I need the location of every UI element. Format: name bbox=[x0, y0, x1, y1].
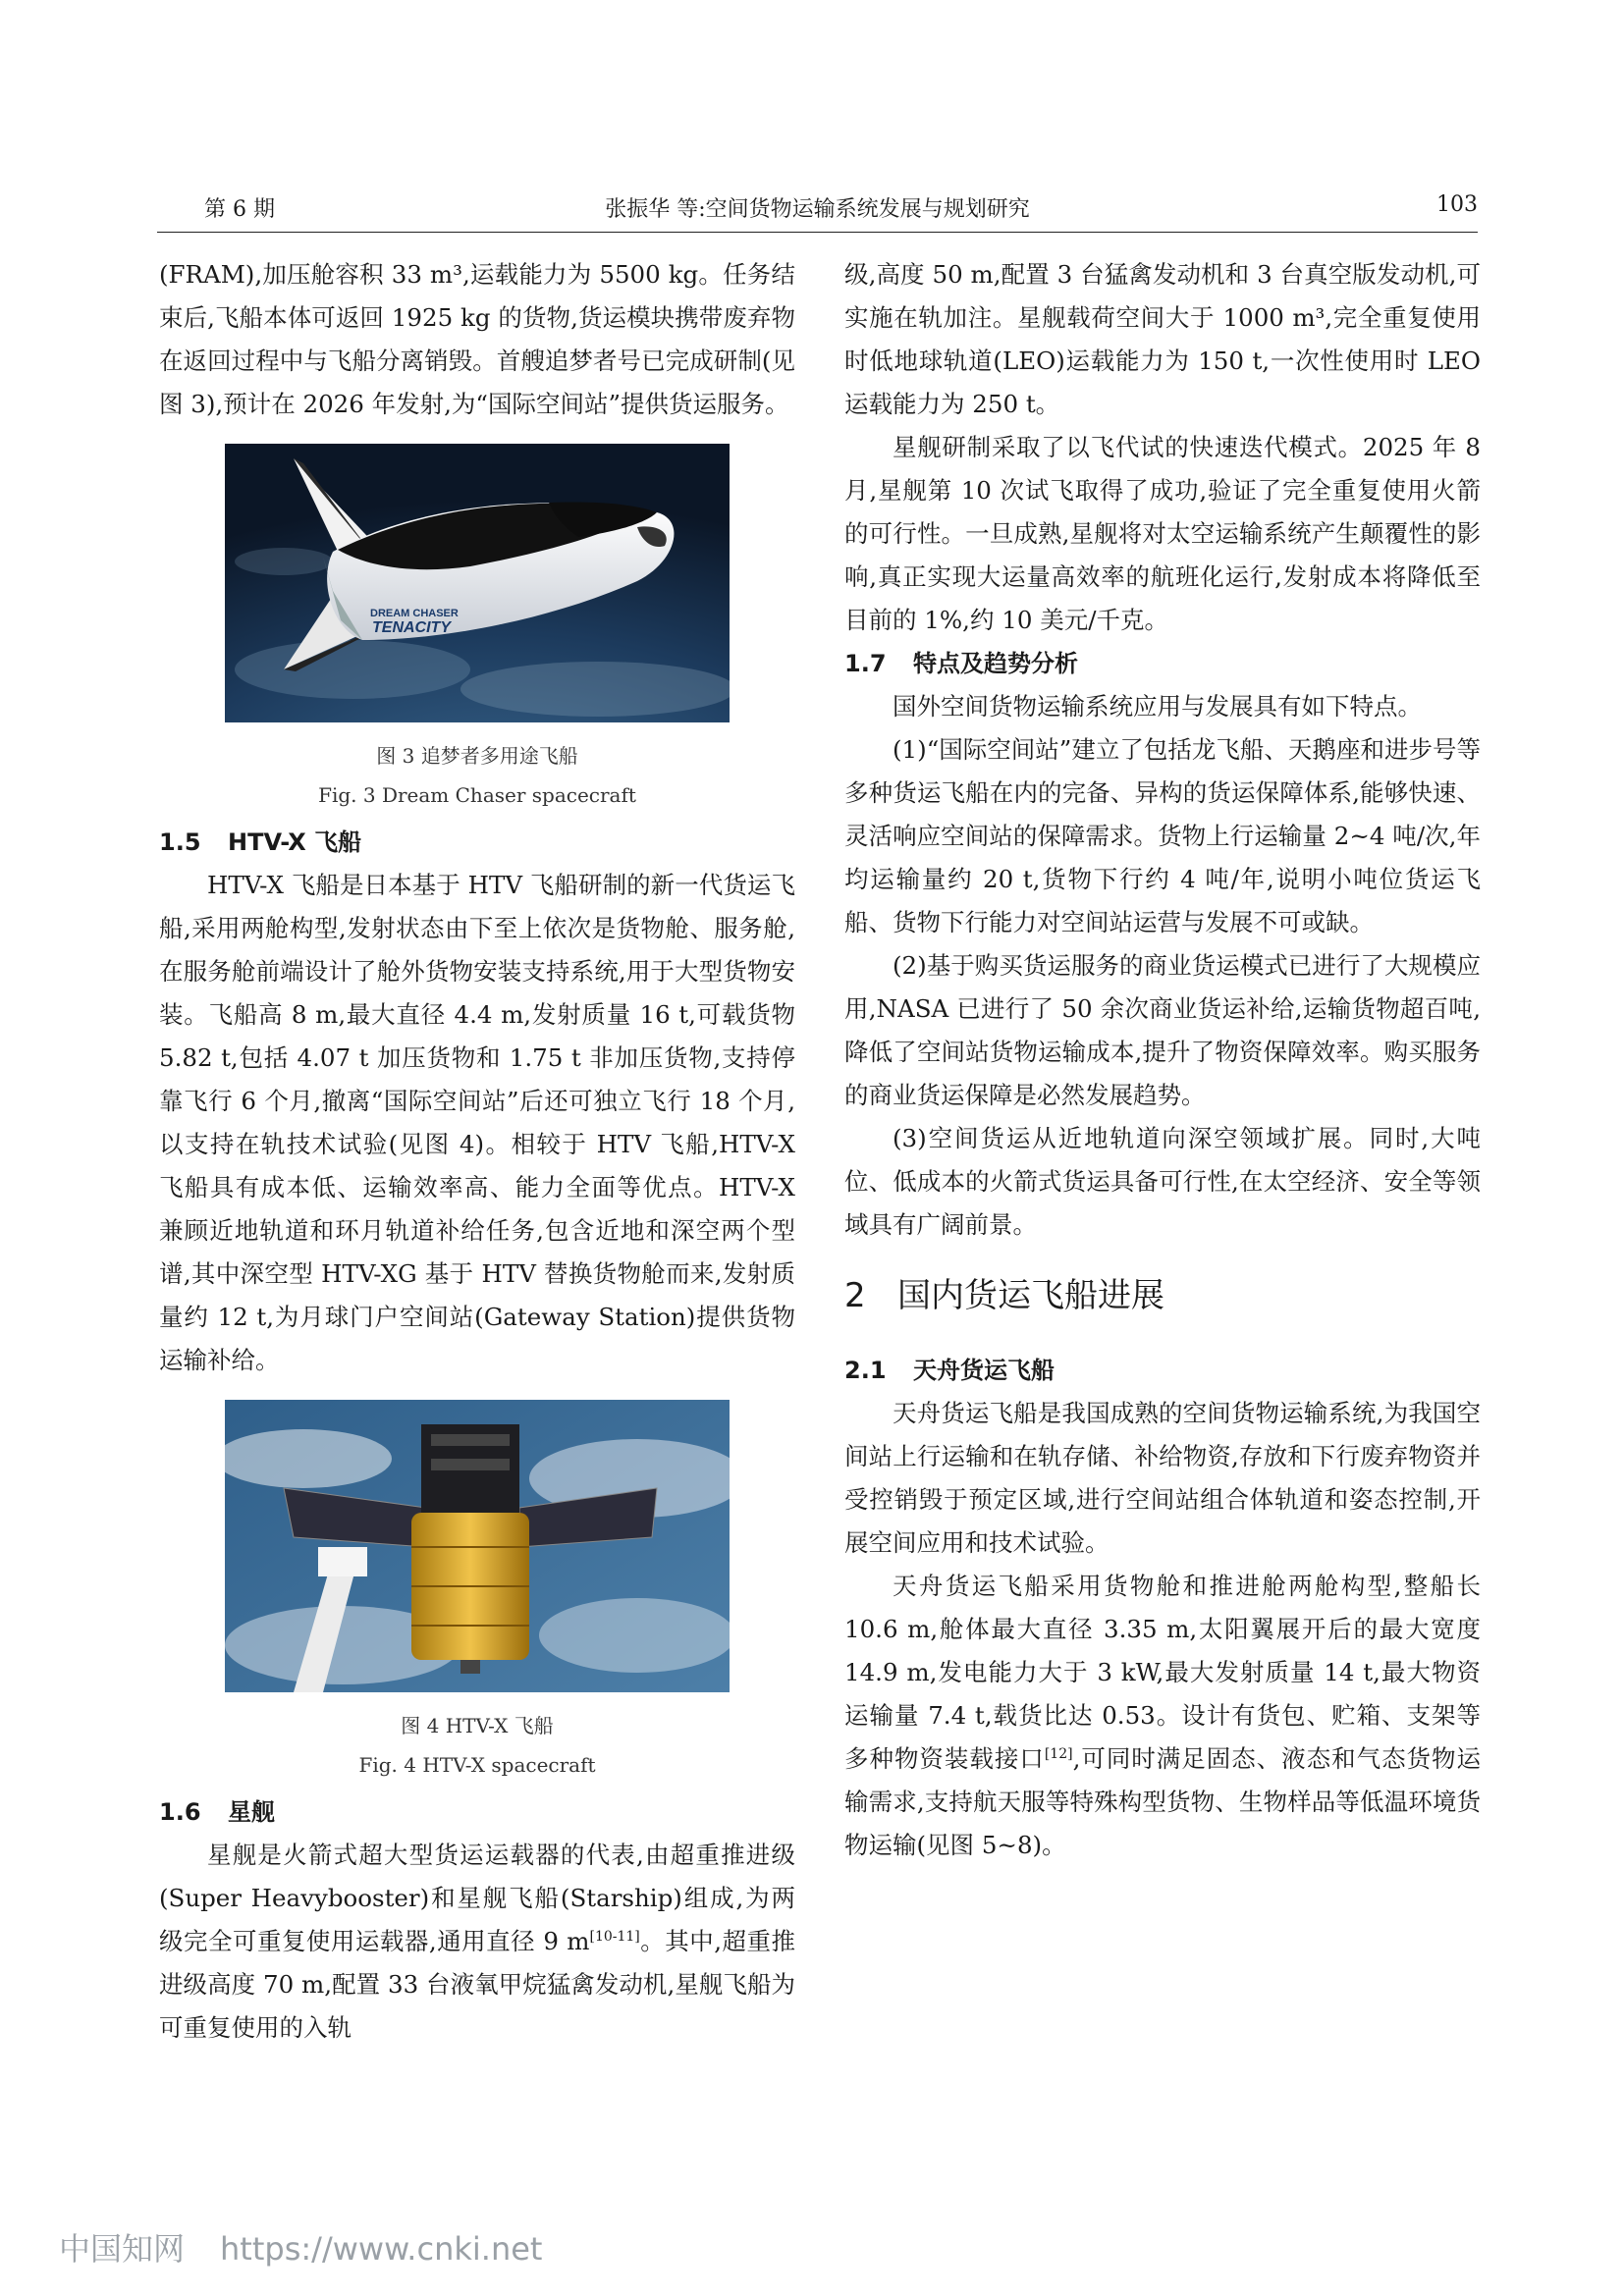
paragraph: (FRAM),加压舱容积 33 m³,运载能力为 5500 kg。任务结束后,飞船本体可返回 1925 kg 的货物,货运模块携带废弃物在返回过程中与飞船分离销毁。首艘追梦者号已完成研制(见图 3),预计在 2026 年发射,为“国际空间站”提供货运服务。 bbox=[159, 260, 795, 418]
paragraph: (3)空间货运从近地轨道向深空领域扩展。同时,大吨位、低成本的火箭式货运具备可行性,在太空经济、安全等领域具有广阔前景。 bbox=[844, 1124, 1481, 1239]
paragraph: 国外空间货物运输系统应用与发展具有如下特点。 bbox=[893, 692, 1422, 721]
page-number: 103 bbox=[1436, 192, 1478, 217]
issue-label: 第 6 期 bbox=[204, 197, 275, 222]
figure-3-caption-en: Fig. 3 Dream Chaser spacecraft bbox=[318, 783, 636, 807]
cnki-brand: 中国知网 bbox=[59, 2230, 186, 2268]
header-rule bbox=[157, 232, 1478, 233]
dream-chaser-image bbox=[225, 444, 730, 722]
section-heading-2-1: 2.1 天舟货运飞船 bbox=[844, 1357, 1055, 1384]
paragraph: 天舟货运飞船采用货物舱和推进舱两舱构型,整船长 10.6 m,舱体最大直径 3.35 m,太阳翼展开后的最大宽度 14.9 m,发电能力大于 3 kW,最大发射质量 14 t,最大物资运输量 7.4 t,载货比达 0.53。设计有货包、贮箱、支架等多种物资装载接口[12],可同时满足固态、液态和气态货物运输需求,支持航天服等特殊构型货物、生物样品等低温环境货物运输(见图 5~8)。 bbox=[844, 1572, 1481, 1859]
dream-chaser-logo-top: DREAM CHASER bbox=[370, 608, 459, 619]
citation: [10-11] bbox=[589, 1929, 640, 1945]
section-heading-1-5: 1.5 HTV-X 飞船 bbox=[159, 828, 362, 856]
left-column bbox=[159, 253, 795, 2050]
htv-x-image bbox=[225, 1400, 730, 1692]
cnki-url[interactable]: https://www.cnki.net bbox=[220, 2230, 543, 2268]
section-heading-1-7: 1.7 特点及趋势分析 bbox=[844, 650, 1078, 677]
figure-4-caption-cn: 图 4 HTV-X 飞船 bbox=[401, 1714, 554, 1737]
right-column bbox=[844, 253, 1481, 1867]
figure-4 bbox=[159, 1400, 795, 1785]
paragraph: (2)基于购买货运服务的商业货运模式已进行了大规模应用,NASA 已进行了 50 余次商业货运补给,运输货物超百吨,降低了空间站货物运输成本,提升了物资保障效率。购买服务的商业货运保障是必然发展趋势。 bbox=[844, 951, 1481, 1109]
source-watermark bbox=[59, 2224, 542, 2269]
paragraph: 星舰是火箭式超大型货运运载器的代表,由超重推进级(Super Heavybooster)和星舰飞船(Starship)组成,为两级完全可重复使用运载器,通用直径 9 m[10-11]。其中,超重推进级高度 70 m,配置 33 台液氧甲烷猛禽发动机,星舰飞船为可重复使用的入轨 bbox=[159, 1841, 795, 2042]
paragraph: (1)“国际空间站”建立了包括龙飞船、天鹅座和进步号等多种货运飞船在内的完备、异构的货运保障体系,能够快速、灵活响应空间站的保障需求。货物上行运输量 2~4 吨/次,年均运输量约 20 t,货物下行约 4 吨/年,说明小吨位货运飞船、货物下行能力对空间站运营与发展不可或缺。 bbox=[844, 735, 1481, 936]
citation: [12] bbox=[1044, 1746, 1073, 1762]
figure-4-caption-en: Fig. 4 HTV-X spacecraft bbox=[358, 1753, 596, 1777]
paragraph: 级,高度 50 m,配置 3 台猛禽发动机和 3 台真空版发动机,可实施在轨加注。星舰载荷空间大于 1000 m³,完全重复使用时低地球轨道(LEO)运载能力为 150 t,一次性使用时 LEO 运载能力为 250 t。 bbox=[844, 260, 1481, 418]
running-title: 张振华 等:空间货物运输系统发展与规划研究 bbox=[605, 197, 1030, 222]
section-heading-1-6: 1.6 星舰 bbox=[159, 1798, 275, 1826]
figure-3-caption-cn: 图 3 追梦者多用途飞船 bbox=[376, 744, 578, 768]
section-heading-2: 2 国内货运飞船进展 bbox=[844, 1276, 1164, 1315]
paragraph: 天舟货运飞船是我国成熟的空间货物运输系统,为我国空间站上行运输和在轨存储、补给物资,存放和下行废弃物资并受控销毁于预定区域,进行空间站组合体轨道和姿态控制,开展空间应用和技术试验。 bbox=[844, 1399, 1481, 1557]
paragraph: 星舰研制采取了以飞代试的快速迭代模式。2025 年 8 月,星舰第 10 次试飞取得了成功,验证了完全重复使用火箭的可行性。一旦成熟,星舰将对太空运输系统产生颠覆性的影响,真正实现大运量高效率的航班化运行,发射成本将降低至目前的 1%,约 10 美元/千克。 bbox=[844, 433, 1481, 634]
paragraph: HTV-X 飞船是日本基于 HTV 飞船研制的新一代货运飞船,采用两舱构型,发射状态由下至上依次是货物舱、服务舱,在服务舱前端设计了舱外货物安装支持系统,用于大型货物安装。飞船高 8 m,最大直径 4.4 m,发射质量 16 t,可载货物 5.82 t,包括 4.07 t 加压货物和 1.75 t 非加压货物,支持停靠飞行 6 个月,撤离“国际空间站”后还可独立飞行 18 个月,以支持在轨技术试验(见图 4)。相较于 HTV 飞船,HTV-X 飞船具有成本低、运输效率高、能力全面等优点。HTV-X 兼顾近地轨道和环月轨道补给任务,包含近地和深空两个型谱,其中深空型 HTV-XG 基于 HTV 替换货物舱而来,发射质量约 12 t,为月球门户空间站(Gateway Station)提供货物运输补给。 bbox=[159, 871, 795, 1374]
running-header bbox=[157, 187, 1478, 226]
figure-3 bbox=[159, 444, 795, 815]
dream-chaser-logo-bottom: TENACITY bbox=[372, 619, 451, 636]
